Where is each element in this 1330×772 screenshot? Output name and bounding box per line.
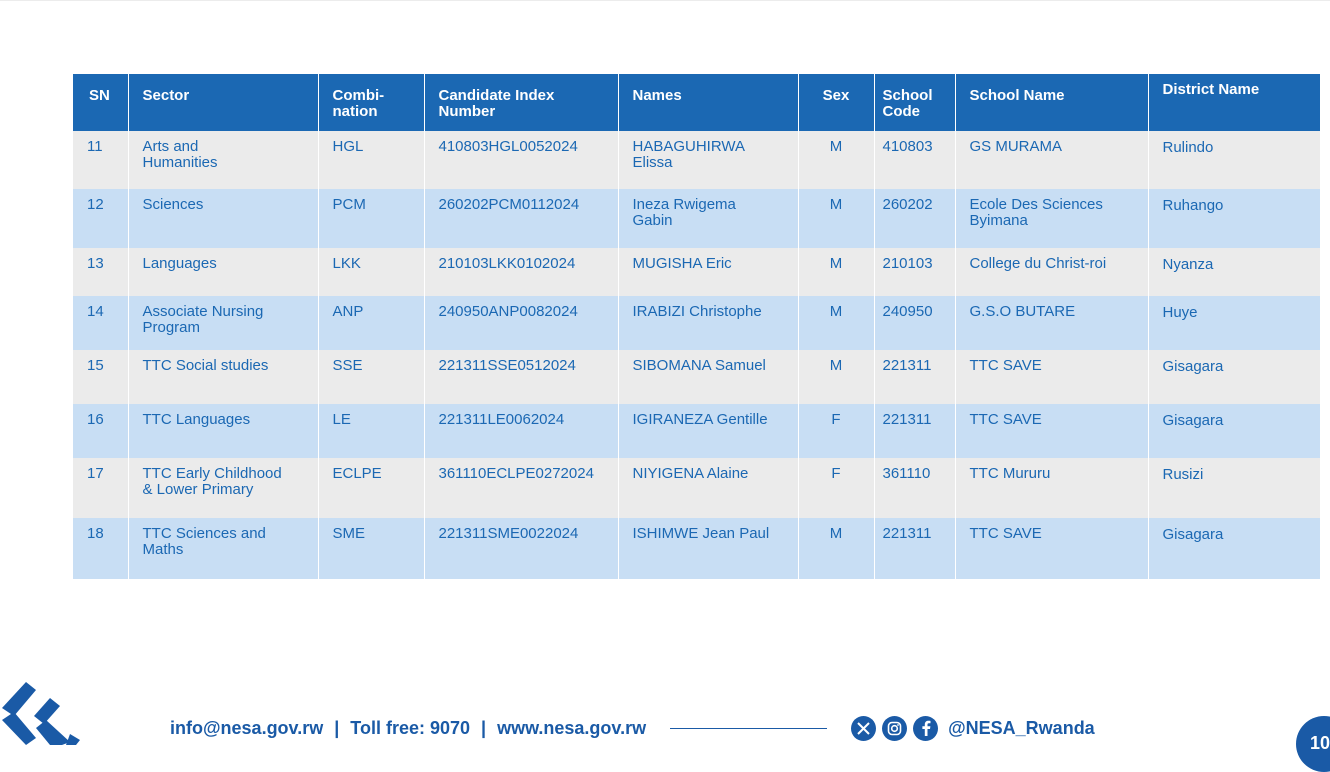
cell-sn: 14 [73, 296, 128, 350]
instagram-icon[interactable] [882, 716, 907, 741]
table-row [73, 404, 1320, 458]
cell-school-name: TTC SAVE [955, 404, 1148, 458]
cell-school-name: GS MURAMA [955, 131, 1148, 189]
cell-names: IGIRANEZA Gentille [618, 404, 798, 458]
cell-names: NIYIGENA Alaine [618, 458, 798, 518]
cell-sector: TTC Social studies [128, 350, 318, 404]
cell-candidate-index: 221311SME0022024 [424, 518, 618, 579]
header-names: Names [618, 74, 798, 131]
cell-names: MUGISHA Eric [618, 248, 798, 296]
cell-school-name: Ecole Des Sciences Byimana [955, 189, 1148, 248]
cell-district-name: Huye [1148, 296, 1320, 350]
x-icon[interactable] [851, 716, 876, 741]
header-school-code: School Code [874, 74, 955, 131]
cell-school-code: 240950 [874, 296, 955, 350]
cell-sn: 17 [73, 458, 128, 518]
cell-sex: M [798, 131, 874, 189]
table-row [73, 458, 1320, 518]
cell-district-name: Rusizi [1148, 458, 1320, 518]
cell-candidate-index: 240950ANP0082024 [424, 296, 618, 350]
cell-candidate-index: 221311SSE0512024 [424, 350, 618, 404]
results-table [73, 74, 1320, 579]
cell-sn: 11 [73, 131, 128, 189]
table-row [73, 296, 1320, 350]
cell-names: HABAGUHIRWA Elissa [618, 131, 798, 189]
cell-sex: M [798, 518, 874, 579]
cell-district-name: Gisagara [1148, 350, 1320, 404]
cell-sex: M [798, 296, 874, 350]
cell-school-code: 260202 [874, 189, 955, 248]
cell-sector: TTC Early Childhood & Lower Primary [128, 458, 318, 518]
top-divider [0, 0, 1330, 1]
cell-school-name: TTC Mururu [955, 458, 1148, 518]
cell-sex: F [798, 458, 874, 518]
cell-names: ISHIMWE Jean Paul [618, 518, 798, 579]
nesa-logo-icon [0, 682, 90, 745]
cell-school-code: 361110 [874, 458, 955, 518]
cell-names: SIBOMANA Samuel [618, 350, 798, 404]
cell-sector: Associate Nursing Program [128, 296, 318, 350]
header-school-name: School Name [955, 74, 1148, 131]
cell-candidate-index: 410803HGL0052024 [424, 131, 618, 189]
cell-sn: 15 [73, 350, 128, 404]
cell-sex: M [798, 350, 874, 404]
cell-sector: Sciences [128, 189, 318, 248]
footer-email-link[interactable]: info@nesa.gov.rw [170, 717, 324, 738]
cell-candidate-index: 221311LE0062024 [424, 404, 618, 458]
cell-combination: ANP [318, 296, 424, 350]
cell-school-code: 410803 [874, 131, 955, 189]
footer-separator: | [334, 717, 340, 738]
cell-candidate-index: 361110ECLPE0272024 [424, 458, 618, 518]
footer-rule [670, 728, 827, 729]
cell-district-name: Gisagara [1148, 518, 1320, 579]
header-sn: SN [73, 74, 128, 131]
social-icons [851, 716, 944, 741]
cell-candidate-index: 210103LKK0102024 [424, 248, 618, 296]
cell-district-name: Ruhango [1148, 189, 1320, 248]
cell-candidate-index: 260202PCM0112024 [424, 189, 618, 248]
cell-sn: 13 [73, 248, 128, 296]
cell-sex: M [798, 189, 874, 248]
header-combination: Combi- nation [318, 74, 424, 131]
table-row [73, 248, 1320, 296]
header-sector: Sector [128, 74, 318, 131]
table-row [73, 131, 1320, 189]
cell-sector: Arts and Humanities [128, 131, 318, 189]
table-row [73, 518, 1320, 579]
cell-school-code: 221311 [874, 404, 955, 458]
cell-sn: 12 [73, 189, 128, 248]
table-header-row [73, 74, 1320, 131]
cell-sector: TTC Sciences and Maths [128, 518, 318, 579]
cell-combination: PCM [318, 189, 424, 248]
social-handle[interactable]: @NESA_Rwanda [948, 717, 1095, 738]
cell-names: Ineza Rwigema Gabin [618, 189, 798, 248]
page-number-badge: 10 [1296, 716, 1330, 772]
facebook-icon[interactable] [913, 716, 938, 741]
cell-district-name: Rulindo [1148, 131, 1320, 189]
cell-combination: SME [318, 518, 424, 579]
cell-names: IRABIZI Christophe [618, 296, 798, 350]
cell-combination: SSE [318, 350, 424, 404]
cell-school-name: College du Christ-roi [955, 248, 1148, 296]
cell-sector: TTC Languages [128, 404, 318, 458]
cell-school-code: 221311 [874, 350, 955, 404]
footer-tollfree: Toll free: 9070 [350, 717, 471, 738]
cell-combination: HGL [318, 131, 424, 189]
table-body [73, 131, 1320, 579]
cell-district-name: Gisagara [1148, 404, 1320, 458]
cell-school-code: 210103 [874, 248, 955, 296]
footer-website-link[interactable]: www.nesa.gov.rw [497, 717, 647, 738]
table-row [73, 350, 1320, 404]
cell-combination: LKK [318, 248, 424, 296]
cell-sn: 18 [73, 518, 128, 579]
cell-school-name: G.S.O BUTARE [955, 296, 1148, 350]
cell-sex: F [798, 404, 874, 458]
cell-school-name: TTC SAVE [955, 350, 1148, 404]
cell-district-name: Nyanza [1148, 248, 1320, 296]
header-candidate-index: Candidate Index Number [424, 74, 618, 131]
cell-school-name: TTC SAVE [955, 518, 1148, 579]
cell-sector: Languages [128, 248, 318, 296]
header-sex: Sex [798, 74, 874, 131]
cell-combination: ECLPE [318, 458, 424, 518]
footer-separator: | [481, 717, 487, 738]
cell-school-code: 221311 [874, 518, 955, 579]
cell-sex: M [798, 248, 874, 296]
cell-sn: 16 [73, 404, 128, 458]
cell-combination: LE [318, 404, 424, 458]
footer-bar [170, 716, 1095, 740]
header-district-name: District Name [1148, 74, 1320, 131]
table-row [73, 189, 1320, 248]
